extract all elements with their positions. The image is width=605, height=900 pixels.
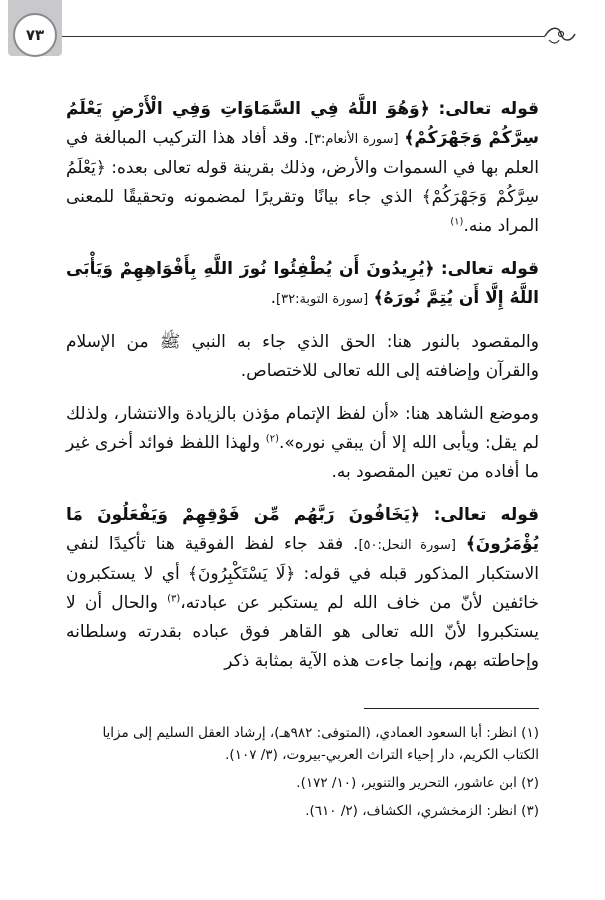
paragraph-text: . فقد جاء لفظ الفوقية هنا تأكيدًا لنفي الاستكبار المذكور قبله في قوله: ﴿لَا يَسْتَكْبِرُونَ﴾ أي لا يستكبرون خائفين لأنّ من خاف الله لم يستكبر عن عبادته، xyxy=(66,534,539,613)
footnote-ref: (٢) xyxy=(265,433,279,445)
verse-lead: قوله تعالى: xyxy=(433,505,539,525)
paragraph-text-cont: والحال أن لا يستكبروا لأنّ الله تعالى هو القاهر فوق عباده بقدرته وسلطانه وإحاطته بهم، وإنما جاءت هذه الآية بمثابة ذكر xyxy=(66,593,539,671)
footnote-2: (٢) ابن عاشور، التحرير والتنوير، (١٠/ ١٧٢). xyxy=(296,775,539,791)
verse-source: [سورة الأنعام:٣] xyxy=(308,132,399,147)
verse-source: [سورة النحل:٥٠] xyxy=(358,538,456,553)
footnote-rule xyxy=(364,708,539,709)
ornament-icon xyxy=(543,22,577,48)
paragraph-text-cont: ولهذا اللفظ فوائد أخرى غير ما أفاده من تعين المقصود به. xyxy=(66,433,539,482)
paragraph-text: . وقد أفاد هذا التركيب المبالغة في العلم بها في السموات والأرض، وذلك بقرينة قوله تعالى بعده: ﴿يَعْلَمُ سِرَّكُمْ وَجَهْرَكُمْ﴾ الذي جاء بيانًا وتقريرًا لمضمونه وتحقيقًا للمعنى المراد منه. xyxy=(66,128,539,236)
paragraph-4 xyxy=(66,400,539,487)
paragraph-text: وموضع الشاهد هنا: «أن لفظ الإتمام مؤذن بالزيادة والانتشار، ولذلك لم يقل: ويأبى الله إلا أن يبقي نوره». xyxy=(66,404,539,453)
quran-verse: ﴿وَهُوَ اللَّهُ فِي السَّمَاوَاتِ وَفِي الْأَرْضِ يَعْلَمُ سِرَّكُمْ وَجَهْرَكُمْ﴾ xyxy=(66,99,539,148)
footnote-ref: (١) xyxy=(450,216,464,228)
footnotes xyxy=(66,722,539,828)
footnote-3: (٣) انظر: الزمخشري، الكشاف، (٢/ ٦١٠). xyxy=(305,803,539,819)
verse-lead: قوله تعالى: xyxy=(438,99,539,119)
paragraph-5 xyxy=(66,501,539,676)
paragraph-text: والمقصود بالنور هنا: الحق الذي جاء به النبي ﷺ من الإسلام والقرآن وإضافته إلى الله تعالى للاختصاص. xyxy=(66,332,539,381)
paragraph-2 xyxy=(66,255,539,314)
page-number: ٧٣ xyxy=(13,13,57,57)
verse-source: [سورة التوبة:٣٢] xyxy=(276,292,369,307)
paragraph-3 xyxy=(66,328,539,386)
quran-verse: ﴿يَخَافُونَ رَبَّهُم مِّن فَوْقِهِمْ وَيَفْعَلُونَ مَا يُؤْمَرُونَ﴾ xyxy=(66,505,539,554)
header-rule xyxy=(62,36,545,37)
main-text xyxy=(66,95,539,690)
footnote-ref: (٣) xyxy=(167,593,181,605)
paragraph-1 xyxy=(66,95,539,241)
verse-lead: قوله تعالى: xyxy=(440,259,540,279)
quran-verse: ﴿يُرِيدُونَ أَن يُطْفِئُوا نُورَ اللَّهِ بِأَفْوَاهِهِمْ وَيَأْبَى اللَّهُ إِلَّا أَن يُتِمَّ نُورَهُ﴾ xyxy=(66,259,539,308)
footnote-1: (١) انظر: أبا السعود العمادي، (المتوفى: ٩٨٢هـ)، إرشاد العقل السليم إلى مزايا الكتاب الكريم، دار إحياء التراث العربي-بيروت، (٣/ ١٠٧). xyxy=(102,725,539,763)
paragraph-text: . xyxy=(270,288,277,308)
